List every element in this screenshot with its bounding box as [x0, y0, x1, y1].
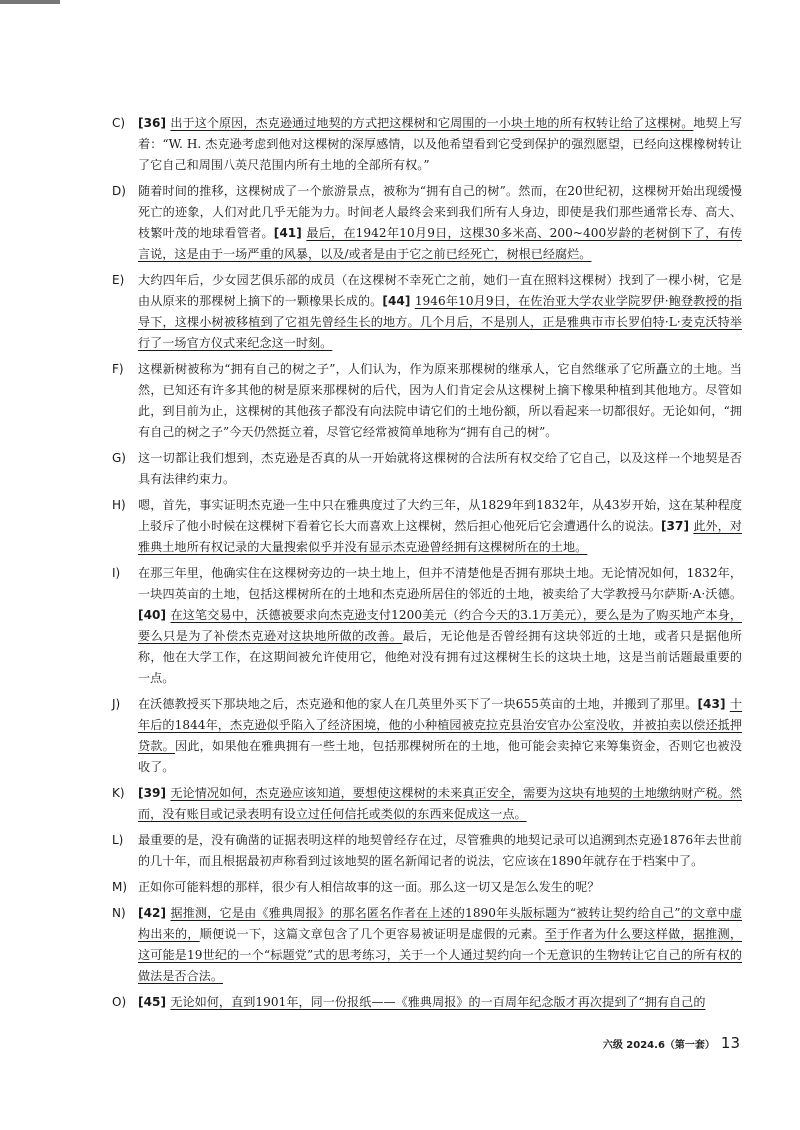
paragraph — [112, 359, 742, 443]
paragraph — [112, 694, 742, 778]
underlined-text: 最后，在1942年10月9日，这棵30多米高、200~400岁龄的老树倒下了，有传言说，这是由于一场严重的风暴，以及/或者是由于它之前已经死亡，树根已经腐烂。 — [138, 226, 742, 261]
paragraph-letter: G) — [112, 451, 126, 465]
paragraph-segment: 在沃德教授买下那块地之后，杰克逊和他的家人在几英里外买下了一块655英亩的土地，并搬到了那里。 — [138, 697, 698, 711]
paragraph-text — [138, 903, 742, 987]
underlined-text: 无论情况如何，杰克逊应该知道，要想使这棵树的未来真正安全，需要为这块有地契的土地缴纳财产税。然而，没有账目或记录表明有设立过任何信托或类似的东西来促成这一点。 — [138, 786, 742, 821]
question-number: [39] — [138, 786, 171, 800]
paragraph — [112, 830, 742, 872]
paragraph — [112, 903, 742, 987]
question-number: [43] — [697, 697, 730, 711]
paragraph — [112, 992, 742, 1013]
paragraph-text — [138, 495, 742, 558]
question-number: [41] — [273, 226, 307, 240]
paragraph-segment: 嗯，首先，事实证明杰克逊一生中只在雅典度过了大约三年，从1829年到1832年，从43岁开始，这在某种程度上驳斥了他小时候在这棵树下看着它长大而喜欢上这棵树，然后担心他死后它会遭遇什么的说法。 — [138, 498, 742, 533]
paragraph — [112, 113, 742, 176]
paragraph — [112, 563, 742, 689]
paragraph-letter: H) — [112, 498, 126, 512]
paragraph-letter: J) — [112, 697, 121, 711]
question-number: [40] — [138, 608, 171, 622]
underlined-text: 几个月后，不是别人，正是雅典市市长罗伯特·L·麦克沃特举行了一场官方仪式来纪念这一时刻。 — [138, 315, 742, 350]
paragraph — [112, 783, 742, 825]
page-number: 13 — [720, 1034, 740, 1052]
paragraph-segment: 正如你可能料想的那样，很少有人相信故事的这一面。那么这一切又是怎么发生的呢？ — [138, 880, 600, 894]
underlined-text: 据推测，它是由《雅典周报》的那名匿名作者在上述的1890年头版标题为“被转让契约给自己”的文章中虚构出来的， — [138, 906, 742, 941]
paragraph-text — [138, 830, 742, 872]
paragraph-text — [138, 270, 742, 354]
underlined-text: 至于作者为什么要这样做，据推测，这可能是19世纪的一个“标题党”式的思考练习，关于一个人通过契约向一个无意识的生物转让它自己的所有权的做法是否合法。 — [138, 927, 742, 983]
paragraph — [112, 270, 742, 354]
paragraph-text — [138, 448, 742, 490]
paragraph-segment: 最后，无论他是否曾经拥有这块邻近的土地，或者只是据他所称，他在大学工作，在这期间被允许使用它，他绝对没有拥有过这棵树生长的这块土地，这是当前话题最重要的一点。 — [138, 629, 742, 685]
paragraph-segment: 最重要的是，没有确凿的证据表明这样的地契曾经存在过，尽管雅典的地契记录可以追溯到杰克逊1876年去世前的几十年，而且根据最初声称看到过该地契的匿名新闻记者的说法，它应该在1890年就存在于档案中了。 — [138, 833, 742, 868]
paragraph-text — [138, 563, 742, 689]
underlined-text: 无论如何，直到1901年，同一份报纸——《雅典周报》的一百周年纪念版才再次提到了“拥有自己的 — [170, 995, 706, 1009]
question-number: [44] — [382, 294, 415, 308]
paragraph — [112, 448, 742, 490]
underlined-text: 出于这个原因，杰克逊通过地契的方式把这棵树和它周围的一小块土地的所有权转让给了这棵树。 — [170, 116, 694, 130]
paragraph-letter: M) — [112, 880, 128, 894]
underlined-text: 在这笔交易中，沃德被要求向杰克逊支付1200美元（约合今天的3.1万美元），要么是为了购买地产本身，要么只是为了补偿杰克逊对这块地所做的改善。 — [138, 608, 742, 643]
paragraph-segment: 这棵新树被称为“拥有自己的树之子”，人们认为，作为原来那棵树的继承人，它自然继承了它所矗立的土地。当然，已知还有许多其他的树是原来那棵树的后代，因为人们肯定会从这棵树上摘下橡果种植到其他地方。尽管如此，到目前为止，这棵树的其他孩子都没有向法院申请它们的土地份额，所以看起来一切都很好。无论如何，“拥有自己的树之子”今天仍然挺立着，尽管它经常被简单地称为“拥有自己的树”。 — [138, 362, 742, 439]
paragraph-letter: I) — [112, 566, 121, 580]
question-number: [45] — [138, 995, 171, 1009]
paragraph — [112, 181, 742, 265]
paragraph-segment: 在那三年里，他确实住在这棵树旁边的一块土地上，但并不清楚他是否拥有那块土地。无论情况如何，1832年，一块四英亩的土地，包括这棵树所在的土地和杰克逊所居住的邻近的土地，被卖给了大学教授马尔萨斯·A·沃德。 — [138, 566, 742, 601]
paragraph-letter: N) — [112, 906, 126, 920]
page-footer — [603, 1034, 740, 1052]
paragraph-letter: E) — [112, 273, 125, 287]
paragraph-segment: 因此，如果他在雅典拥有一些土地，包括那棵树所在的土地，他可能会卖掉它来筹集资金，否则它也被没收了。 — [138, 739, 742, 774]
paragraph-letter: K) — [112, 786, 125, 800]
question-number: [36] — [138, 116, 171, 130]
paragraph-text — [138, 359, 742, 443]
paragraph-text — [138, 113, 742, 176]
underlined-text: 此外，对雅典土地所有权记录的大量搜索似乎并没有显示杰克逊曾经拥有这棵树所在的土地。 — [138, 519, 742, 554]
paragraph-text — [138, 181, 742, 265]
paragraph-text — [138, 877, 742, 898]
underlined-text: 1946年10月9日，在佐治亚大学农业学院罗伊·鲍登教授的指导下，这棵小树被移植到了它祖先曾经生长的地方。 — [138, 294, 742, 329]
paragraph-segment: 这一切都让我们想到，杰克逊是否真的从一开始就将这棵树的合法所有权交给了它自己，以及这样一个地契是否具有法律约束力。 — [138, 451, 742, 486]
question-number: [37] — [660, 519, 694, 533]
paragraph-text — [138, 992, 742, 1013]
paragraph-letter: L) — [112, 833, 124, 847]
paragraph-segment: 顺便说一下，这篇文章包含了几个更容易被证明是虚假的元素。 — [199, 927, 545, 941]
paragraph-text — [138, 783, 742, 825]
paragraph — [112, 495, 742, 558]
paragraph-letter: F) — [112, 362, 124, 376]
paragraph-letter: C) — [112, 116, 126, 130]
paragraph-segment: 地契上写着：“W. H. 杰克逊考虑到他对这棵树的深厚感情，以及他希望看到它受到保护的强烈愿望，已经向这棵橡树转让了它自己和周围八英尺范围内所有土地的全部所有权。” — [138, 116, 742, 172]
passage-paragraph-list — [112, 113, 742, 1018]
footer-label: 六级 2024.6（第一套） — [602, 1040, 715, 1051]
paragraph-letter: D) — [112, 184, 126, 198]
corner-mark — [0, 0, 60, 4]
paragraph-letter: O) — [112, 995, 127, 1009]
paragraph — [112, 877, 742, 898]
paragraph-segment: 随着时间的推移，这棵树成了一个旅游景点，被称为“拥有自己的树”。然而，在20世纪初，这棵树开始出现缓慢死亡的迹象，人们对此几乎无能为力。时间老人最终会来到我们所有人身边，即使是我们那些通常长寿、高大、枝繁叶茂的地球看管者。 — [138, 184, 742, 240]
underlined-text: 十年后的1844年，杰克逊似乎陷入了经济困境，他的小种植园被克拉克县治安官办公室没收，并被拍卖以偿还抵押贷款。 — [138, 697, 742, 753]
paragraph-text — [138, 694, 742, 778]
question-number: [42] — [138, 906, 171, 920]
paragraph-segment: 大约四年后，少女园艺俱乐部的成员（在这棵树不幸死亡之前，她们一直在照料这棵树）找到了一棵小树，它是由从原来的那棵树上摘下的一颗橡果长成的。 — [138, 273, 742, 308]
